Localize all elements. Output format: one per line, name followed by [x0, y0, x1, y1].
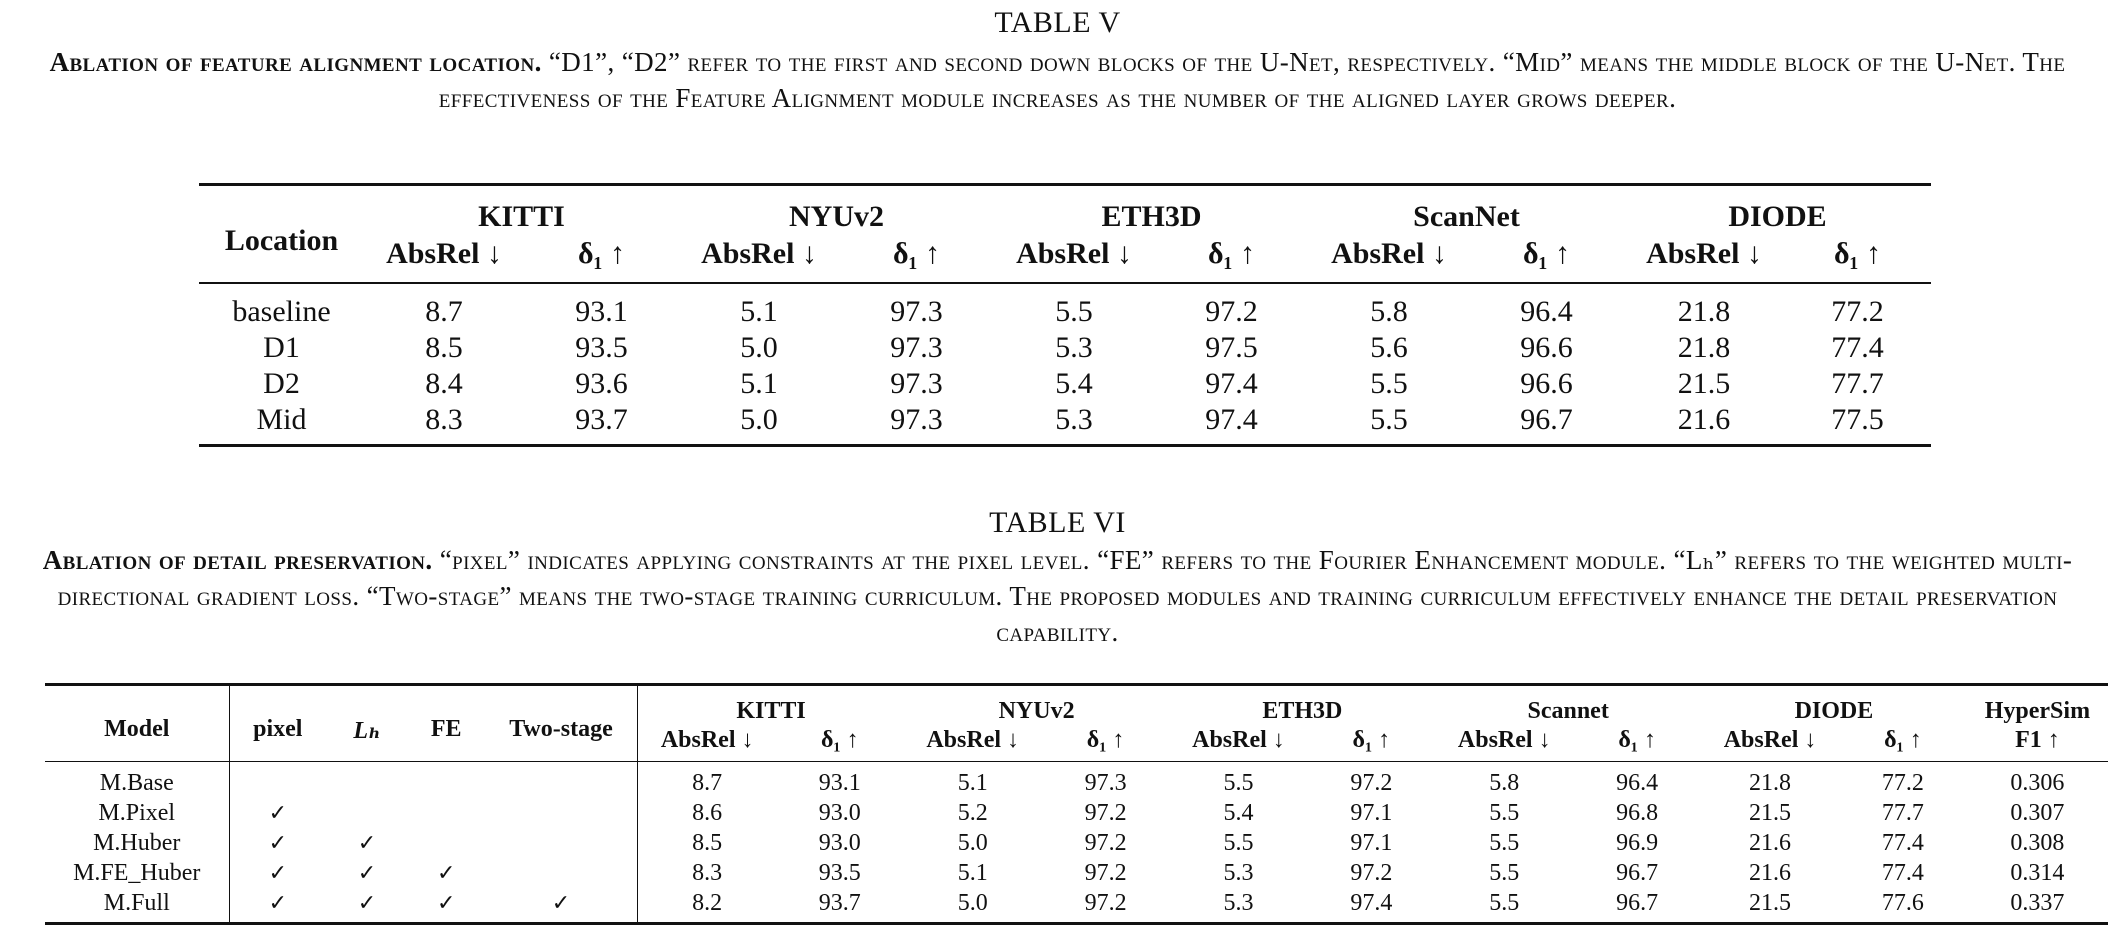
row-label: M.Huber — [45, 828, 229, 858]
table-cell: 5.0 — [740, 331, 778, 364]
table-cell: 97.2 — [1350, 769, 1393, 796]
table5-dataset-header: ETH3D — [1101, 200, 1202, 233]
table5-dataset-header: DIODE — [1728, 200, 1827, 233]
table-cell: 8.7 — [425, 295, 463, 328]
table6-delta-header: δ₁ ↑ — [1307, 725, 1435, 762]
table-cell: 97.3 — [890, 295, 943, 328]
table6-delta-header: δ₁ ↑ — [1042, 725, 1170, 762]
table-cell: 93.1 — [818, 769, 861, 796]
table-cell: 96.8 — [1616, 799, 1659, 826]
table-cell: 0.306 — [2010, 769, 2065, 796]
row-label: D2 — [263, 367, 300, 400]
row-label: M.Full — [45, 888, 229, 924]
table-cell: 21.8 — [1677, 295, 1731, 328]
check-cell — [485, 888, 638, 924]
check-mark-icon: ✓ — [268, 830, 288, 856]
empty-check-cell — [326, 768, 408, 798]
table6-caption-bold: Ablation of detail preservation. — [42, 545, 433, 575]
check-cell — [408, 888, 485, 924]
check-mark-icon: ✓ — [357, 890, 377, 916]
table5-absrel-header: AbsRel ↓ — [1624, 234, 1784, 283]
table5-absrel-header: AbsRel ↓ — [364, 234, 524, 283]
check-mark-icon: ✓ — [268, 860, 288, 886]
table-cell: 21.8 — [1749, 769, 1792, 796]
table-cell: 8.7 — [692, 769, 723, 796]
table-cell: 97.2 — [1350, 859, 1393, 886]
empty-check-cell — [485, 798, 638, 828]
table-cell: 96.4 — [1616, 769, 1659, 796]
table-cell: 97.2 — [1084, 799, 1127, 826]
table-cell: 21.6 — [1749, 829, 1792, 856]
table-cell: 77.5 — [1831, 403, 1884, 436]
table-row — [199, 294, 1931, 330]
table6-caption-text: “pixel” indicates applying constraints at the pixel level. “FE” refers to the Fourier Enhancement module. “Lₕ” refers to the weighted multi-directional gradient loss. “Two-stage” means the two-stage training curriculum. The proposed modules and training curriculum effectively enhance the detail preservation capability. — [57, 545, 2073, 647]
table6-delta-header: δ₁ ↑ — [776, 725, 904, 762]
table-cell: 5.2 — [957, 799, 988, 826]
row-label: M.Pixel — [45, 798, 229, 828]
check-cell — [326, 888, 408, 924]
table6-delta-header: δ₁ ↑ — [1839, 725, 1967, 762]
check-mark-icon: ✓ — [268, 800, 288, 826]
table-cell: 97.2 — [1084, 859, 1127, 886]
check-cell — [229, 888, 326, 924]
table-cell: 8.5 — [692, 829, 723, 856]
table-cell: 97.3 — [890, 331, 943, 364]
empty-check-cell — [408, 768, 485, 798]
table5-title: TABLE V — [994, 6, 1121, 39]
table6-hypersim-header: HyperSim — [1984, 698, 2091, 724]
table-cell: 96.7 — [1520, 403, 1573, 436]
table5-delta-header: δ₁ ↑ — [524, 234, 679, 283]
table5-absrel-header: AbsRel ↓ — [1309, 234, 1469, 283]
table-cell: 77.4 — [1881, 829, 1924, 856]
table-cell: 97.1 — [1350, 829, 1393, 856]
table6-title: TABLE VI — [989, 506, 1126, 539]
empty-check-cell — [485, 828, 638, 858]
table-cell: 93.0 — [818, 829, 861, 856]
table6-f1-header: F1 ↑ — [1967, 725, 2108, 762]
table6-pixel-header: pixel — [229, 685, 326, 762]
table-cell: 5.5 — [1489, 859, 1520, 886]
table-cell: 97.4 — [1205, 403, 1258, 436]
table-cell: 8.3 — [425, 403, 463, 436]
table-cell: 5.5 — [1370, 403, 1408, 436]
empty-check-cell — [326, 798, 408, 828]
table-cell: 5.1 — [740, 295, 778, 328]
table5-caption-bold: Ablation of feature alignment location. — [49, 47, 542, 77]
check-mark-icon: ✓ — [357, 830, 377, 856]
table-cell: 5.3 — [1055, 403, 1093, 436]
table5-dataset-header: ScanNet — [1413, 200, 1520, 233]
table-cell: 96.7 — [1616, 859, 1659, 886]
table-cell: 77.7 — [1831, 367, 1884, 400]
table-cell: 5.0 — [957, 829, 988, 856]
table-cell: 8.4 — [425, 367, 463, 400]
table-cell: 93.1 — [575, 295, 628, 328]
check-cell — [408, 858, 485, 888]
table6-dataset-header: DIODE — [1794, 698, 1874, 724]
table6-absrel-header: AbsRel ↓ — [1169, 725, 1307, 762]
table-cell: 97.2 — [1084, 829, 1127, 856]
table-row — [45, 858, 2108, 888]
table5-delta-header: δ₁ ↑ — [1469, 234, 1624, 283]
table-cell: 0.308 — [2010, 829, 2065, 856]
check-mark-icon: ✓ — [357, 860, 377, 886]
table6-delta-header: δ₁ ↑ — [1573, 725, 1701, 762]
table-row — [199, 366, 1931, 402]
table-cell: 8.5 — [425, 331, 463, 364]
table-cell: 5.5 — [1489, 829, 1520, 856]
table5-absrel-header: AbsRel ↓ — [994, 234, 1154, 283]
table-cell: 97.4 — [1205, 367, 1258, 400]
table-cell: 0.307 — [2010, 799, 2065, 826]
table5-body — [199, 294, 1931, 446]
table-cell: 93.6 — [575, 367, 628, 400]
table-cell: 8.6 — [692, 799, 723, 826]
table-cell: 93.5 — [818, 859, 861, 886]
row-label: D1 — [263, 331, 300, 364]
table-cell: 5.5 — [1489, 889, 1520, 916]
table-cell: 5.5 — [1223, 829, 1254, 856]
table-cell: 77.6 — [1881, 889, 1924, 916]
table-cell: 5.3 — [1223, 889, 1254, 916]
table-cell: 93.7 — [818, 889, 861, 916]
table-cell: 5.6 — [1370, 331, 1408, 364]
table-cell: 93.5 — [575, 331, 628, 364]
table-cell: 97.3 — [1084, 769, 1127, 796]
table-cell: 5.1 — [957, 769, 988, 796]
table5-dataset-header: NYUv2 — [789, 200, 884, 233]
table6-absrel-header: AbsRel ↓ — [1435, 725, 1573, 762]
table6-header-row1 — [45, 685, 2108, 726]
table-cell: 5.5 — [1489, 799, 1520, 826]
table6-lh-header: Lₕ — [326, 685, 408, 762]
row-label: M.Base — [45, 768, 229, 798]
table-cell: 21.6 — [1677, 403, 1731, 436]
table-cell: 5.4 — [1055, 367, 1093, 400]
table6-caption — [30, 542, 2085, 650]
table-cell: 21.5 — [1749, 799, 1792, 826]
table6-absrel-header: AbsRel ↓ — [1701, 725, 1839, 762]
table-cell: 93.0 — [818, 799, 861, 826]
table-row — [199, 402, 1931, 446]
table-cell: 0.337 — [2010, 889, 2065, 916]
table6 — [45, 683, 2108, 925]
table6-dataset-header: KITTI — [736, 698, 806, 724]
empty-check-cell — [485, 768, 638, 798]
table-cell: 21.8 — [1677, 331, 1731, 364]
table6-fe-header: FE — [408, 685, 485, 762]
table-cell: 5.5 — [1370, 367, 1408, 400]
table-cell: 77.2 — [1831, 295, 1884, 328]
table5-delta-header: δ₁ ↑ — [839, 234, 994, 283]
row-label: baseline — [232, 295, 331, 328]
table-cell: 5.1 — [957, 859, 988, 886]
table-cell: 97.1 — [1350, 799, 1393, 826]
table-cell: 96.7 — [1616, 889, 1659, 916]
check-cell — [229, 828, 326, 858]
table5-caption — [20, 44, 2095, 116]
table-cell: 97.2 — [1084, 889, 1127, 916]
table6-absrel-header: AbsRel ↓ — [904, 725, 1042, 762]
table6-model-header: Model — [45, 685, 229, 762]
table-cell: 96.6 — [1520, 331, 1573, 364]
check-mark-icon: ✓ — [437, 890, 456, 916]
table-cell: 21.5 — [1749, 889, 1792, 916]
table-cell: 5.1 — [740, 367, 778, 400]
table-cell: 96.9 — [1616, 829, 1659, 856]
table-cell: 5.4 — [1223, 799, 1254, 826]
table-cell: 5.3 — [1223, 859, 1254, 886]
table-cell: 0.314 — [2010, 859, 2065, 886]
table-row — [199, 330, 1931, 366]
table-row — [45, 828, 2108, 858]
table-cell: 8.3 — [692, 859, 723, 886]
check-cell — [326, 828, 408, 858]
table-cell: 5.0 — [957, 889, 988, 916]
table5-header-row1 — [199, 185, 1931, 235]
table5-header-row2 — [199, 234, 1931, 283]
table-cell: 96.4 — [1520, 295, 1573, 328]
check-cell — [326, 858, 408, 888]
table-cell: 5.5 — [1055, 295, 1093, 328]
table-cell: 97.2 — [1205, 295, 1258, 328]
table-cell: 5.0 — [740, 403, 778, 436]
table6-dataset-header: Scannet — [1527, 698, 1609, 724]
table-cell: 5.5 — [1223, 769, 1254, 796]
check-mark-icon: ✓ — [551, 890, 571, 916]
table-cell: 5.8 — [1489, 769, 1520, 796]
check-cell — [229, 858, 326, 888]
check-cell — [229, 798, 326, 828]
row-label: M.FE_Huber — [45, 858, 229, 888]
table-cell: 8.2 — [692, 889, 723, 916]
empty-check-cell — [485, 858, 638, 888]
table-cell: 97.3 — [890, 403, 943, 436]
table-row — [45, 798, 2108, 828]
table-cell: 21.5 — [1677, 367, 1731, 400]
table5-caption-text: “D1”, “D2” refer to the first and second down blocks of the U-Net, respectively. “Mid” means the middle block of the U-Net. The effectiveness of the Feature Alignment module increases as the number of the aligned layer grows deeper. — [438, 47, 2066, 113]
table6-body — [45, 768, 2108, 924]
table-cell: 93.7 — [575, 403, 628, 436]
check-mark-icon: ✓ — [437, 860, 456, 886]
row-label: Mid — [256, 403, 307, 436]
table-cell: 77.2 — [1881, 769, 1924, 796]
table5-delta-header: δ₁ ↑ — [1784, 234, 1931, 283]
table-cell: 97.3 — [890, 367, 943, 400]
table6-two-stage-header: Two-stage — [485, 685, 638, 762]
table-cell: 97.5 — [1205, 331, 1258, 364]
table-row — [45, 888, 2108, 924]
empty-check-cell — [229, 768, 326, 798]
table5-delta-header: δ₁ ↑ — [1154, 234, 1309, 283]
table-cell: 21.6 — [1749, 859, 1792, 886]
check-mark-icon: ✓ — [268, 890, 288, 916]
empty-check-cell — [408, 828, 485, 858]
table-row — [45, 768, 2108, 798]
table-cell: 97.4 — [1350, 889, 1393, 916]
table6-dataset-header: NYUv2 — [998, 698, 1075, 724]
table6-dataset-header: ETH3D — [1262, 698, 1343, 724]
table6-absrel-header: AbsRel ↓ — [638, 725, 776, 762]
table-cell: 77.4 — [1881, 859, 1924, 886]
empty-check-cell — [408, 798, 485, 828]
table-cell: 5.3 — [1055, 331, 1093, 364]
table-cell: 96.6 — [1520, 367, 1573, 400]
table-cell: 5.8 — [1370, 295, 1408, 328]
table5-dataset-header: KITTI — [478, 200, 565, 233]
table5-absrel-header: AbsRel ↓ — [679, 234, 839, 283]
table5 — [199, 183, 1931, 447]
table-cell: 77.7 — [1881, 799, 1924, 826]
table5-location-header: Location — [199, 185, 364, 284]
table-cell: 77.4 — [1831, 331, 1884, 364]
